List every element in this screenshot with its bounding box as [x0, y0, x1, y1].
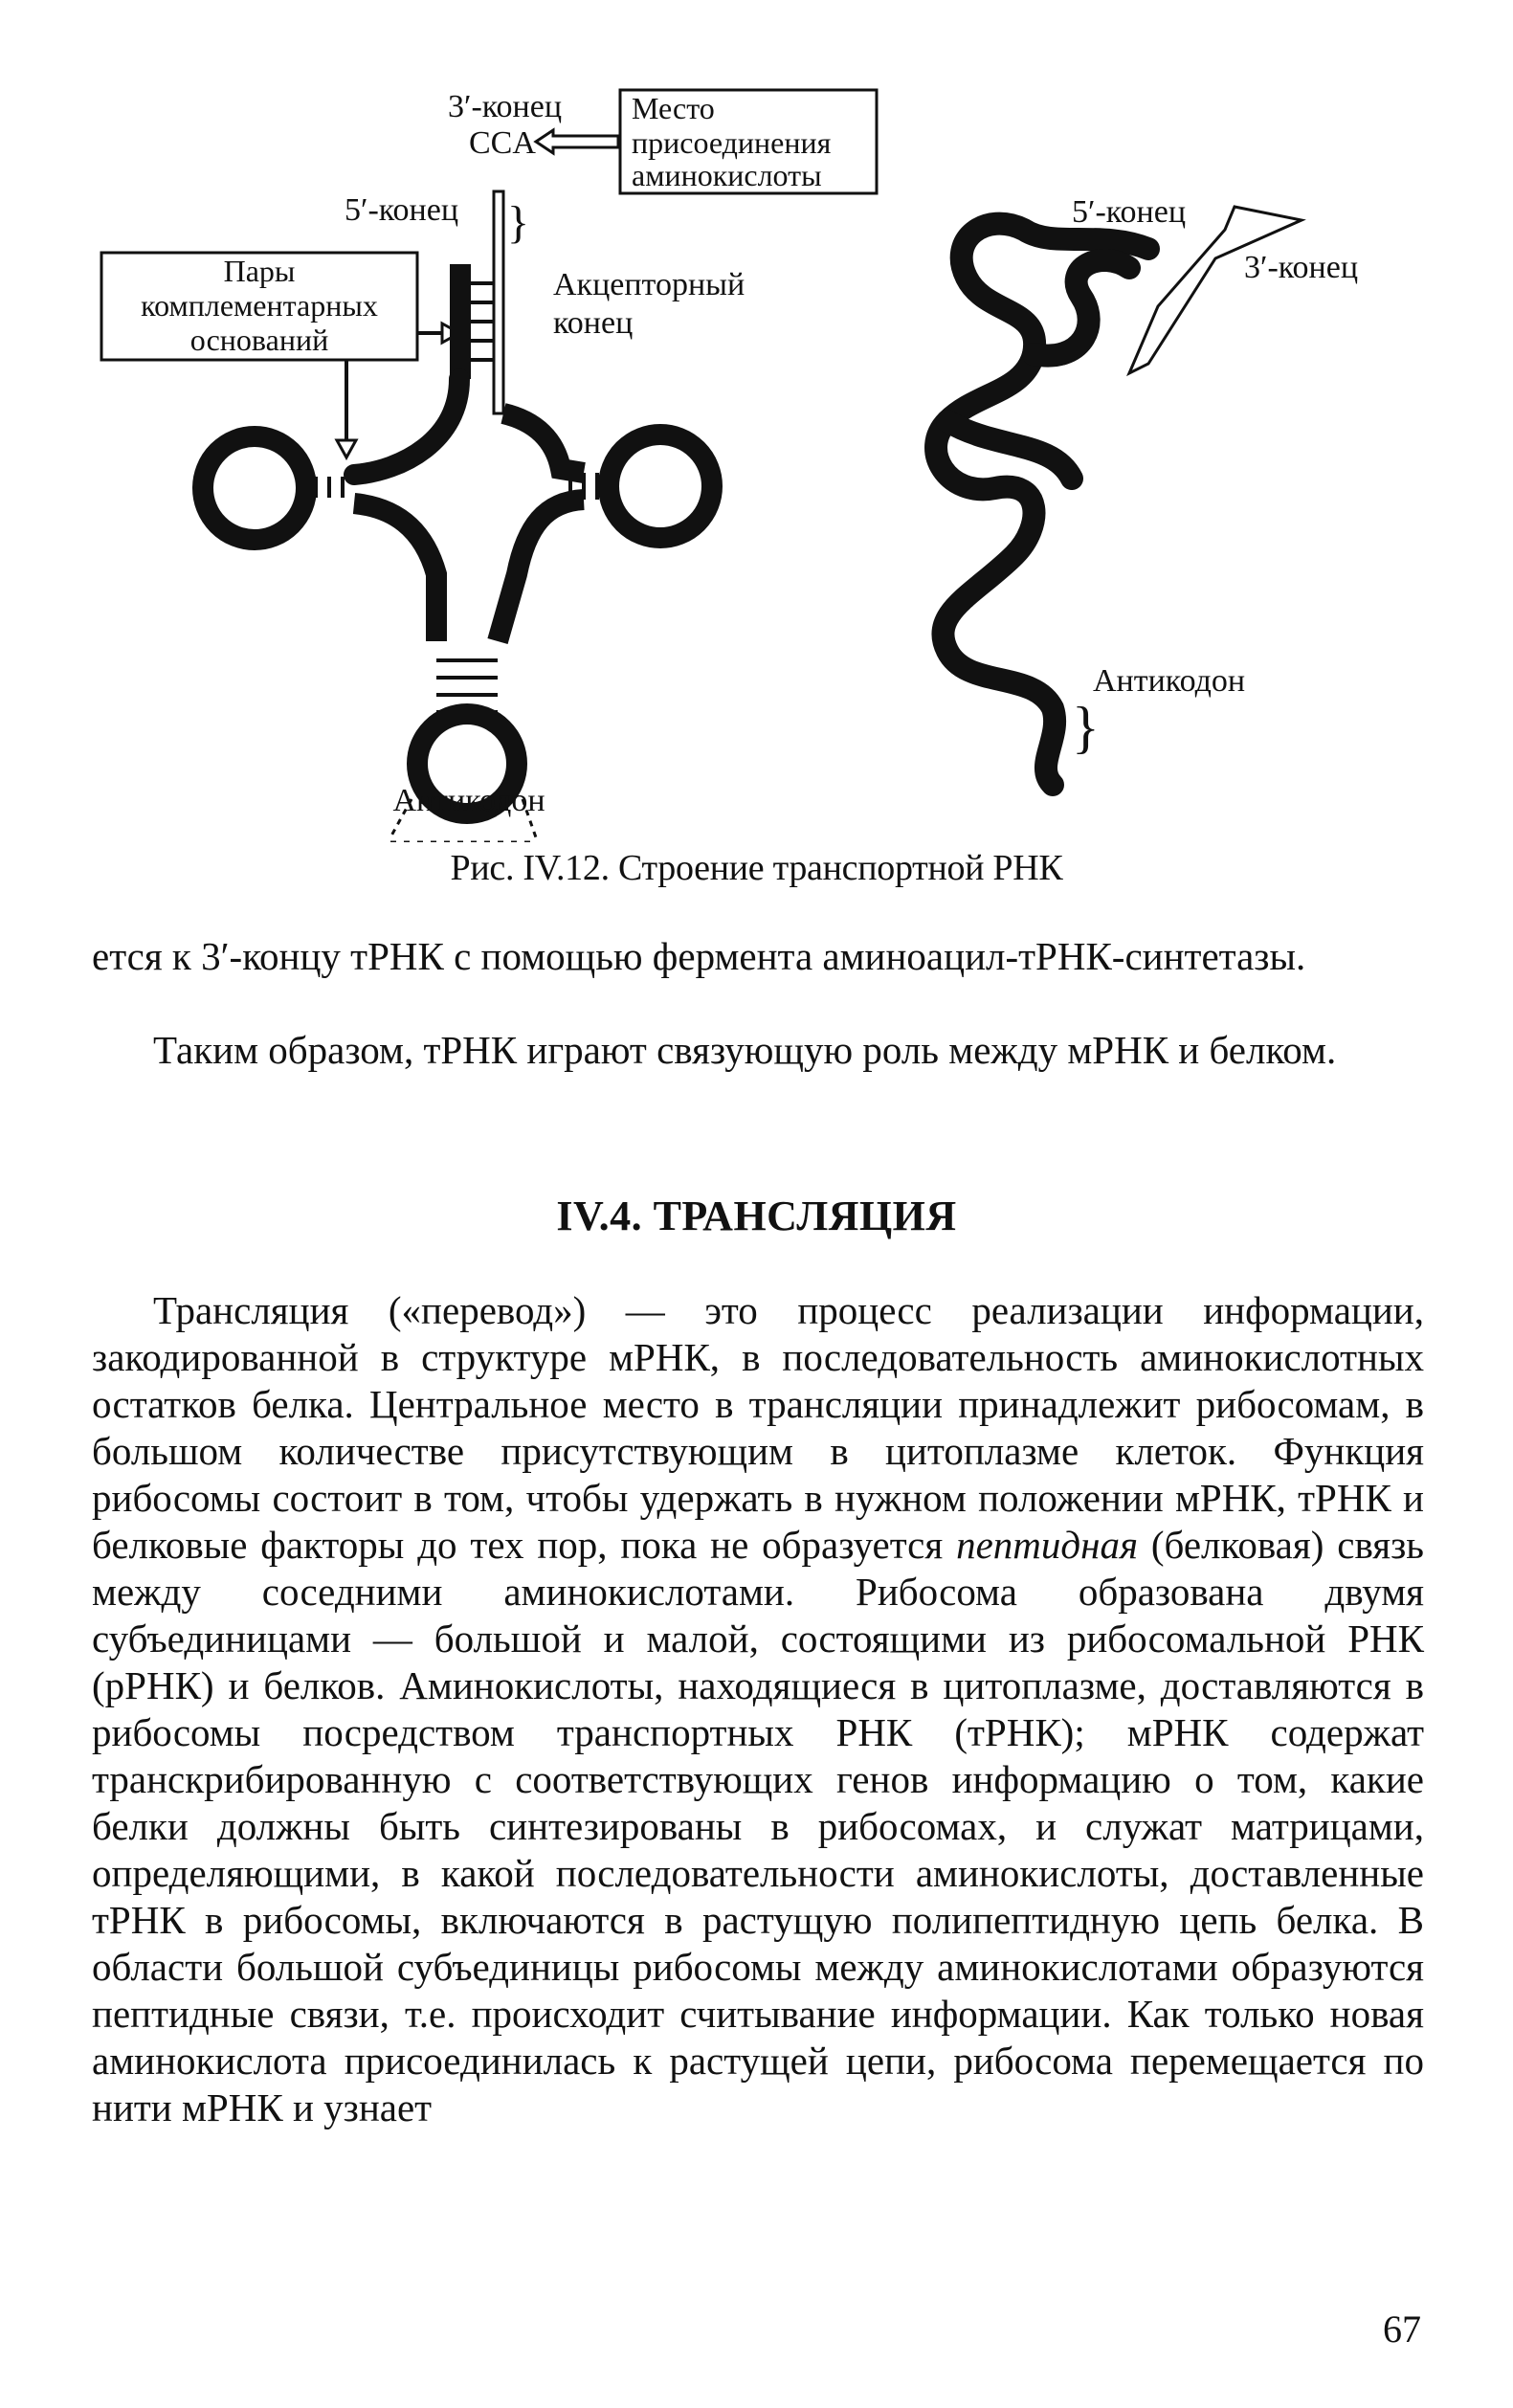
figure-caption: Рис. IV.12. Строение транспортной РНК — [450, 848, 1063, 888]
label-cca: CCA — [469, 125, 536, 161]
paragraph-2 — [92, 1027, 1424, 1074]
arrow-down-icon — [337, 440, 356, 457]
tertiary-structure-diagram — [936, 194, 1358, 785]
label-5-end-right: 5′-конец — [1072, 194, 1187, 230]
pairs-line-1: Пары — [223, 254, 296, 288]
label-anticodon-left: Антикодон — [392, 783, 545, 818]
section-heading: IV.4. ТРАНСЛЯЦИЯ — [556, 1193, 957, 1239]
label-anticodon-right: Антикодон — [1093, 663, 1246, 699]
trna-structure-figure — [86, 77, 1445, 842]
acceptor-line-1: Акцепторный — [553, 267, 745, 302]
anticodon-bracket: } — [1072, 696, 1100, 759]
paragraph-3-italic: пептидная — [956, 1523, 1139, 1567]
paragraph-2-text: Таким образом, тРНК играют связующую роль между мРНК и белком. — [153, 1028, 1337, 1072]
paragraph-3-text — [92, 1287, 1424, 2131]
paragraph-3 — [92, 1287, 1424, 2131]
paragraph-3-part-2: (белковая) связь между соседними аминокислотами. Рибосома образована двумя субъединицами — большой и малой, состоящими из рибосомальной РНК (рРНК) и белков. Аминокислоты, находящиеся в цитоплазме, доставляются в рибосомы посредством транспортных РНК (тРНК); мРНК содержат транскрибированную с соответствующих генов информацию о том, какие белки должны быть синтезированы в рибосомах, и служат матрицами, определяющими, в какой последовательности аминокислоты, доставленные тРНК в рибосомы, включаются в растущую полипептидную цепь белка. В области большой субъединицы рибосомы между аминокислотами образуются пептидные связи, т.е. происходит считывание информации. Как только новая аминокислота присоединилась к растущей цепи, рибосома перемещается по нити мРНК и узнает — [92, 1523, 1425, 2129]
trna-diagrams-svg — [86, 77, 1445, 842]
acceptor-bracket: } — [507, 197, 530, 248]
paragraph-1 — [92, 933, 1424, 980]
attach-line-1: Место — [632, 91, 715, 125]
label-5-end-left: 5′-конец — [345, 192, 459, 228]
label-3-end: 3′-конец — [448, 89, 563, 124]
pairs-line-2: комплементарных — [141, 288, 378, 323]
ribbon-3-end — [1129, 207, 1302, 373]
pairs-line-3: оснований — [189, 323, 329, 357]
page-number: 67 — [1383, 2308, 1421, 2351]
attach-line-3: аминокислоты — [632, 158, 822, 192]
label-3-end-right: 3′-конец — [1244, 250, 1359, 285]
paragraph-1-text: ется к 3′-концу тРНК с помощью фермента аминоацил-тРНК-синтетазы. — [92, 934, 1306, 978]
cloverleaf-diagram — [101, 89, 877, 842]
paragraph-3-part-1: Трансляция («перевод») — это процесс реализации информации, закодированной в структуре мРНК, в последовательность аминокислотных остатков белка. Центральное место в трансляции принадлежит рибосомам, в большом количестве присутствующим в цитоплазме клеток. Функция рибосомы состоит в том, чтобы удержать в нужном положении мРНК, тРНК и белковые факторы до тех пор, пока не образуется — [92, 1288, 1424, 1567]
attach-line-2: присоединения — [632, 125, 832, 160]
double-arrow-icon — [536, 130, 618, 153]
acceptor-line-2: конец — [553, 305, 634, 341]
